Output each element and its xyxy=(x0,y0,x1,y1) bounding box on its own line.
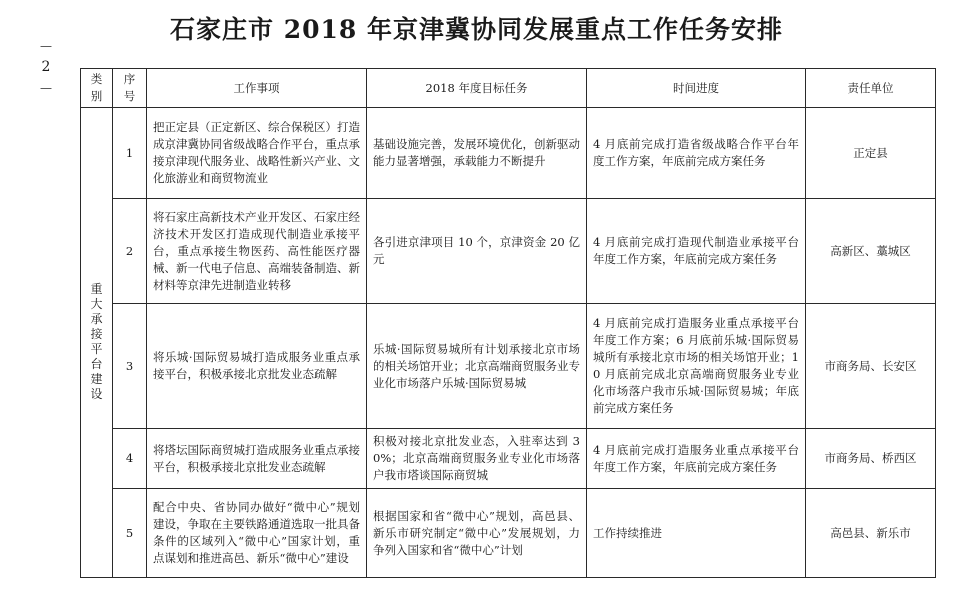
table-row xyxy=(81,304,936,429)
header-schedule: 时间进度 xyxy=(587,69,806,108)
header-target: 2018 年度目标任务 xyxy=(367,69,587,108)
schedule-cell: 4 月底前完成打造服务业重点承接平台年度工作方案；6 月底前乐城·国际贸易城所有承接北京市场的相关场馆开业；10 月底前完成北京高端商贸服务业专业化市场落户我市乐城·国际贸易城；年底前完成方案任务 xyxy=(587,304,806,429)
table-header-row xyxy=(81,69,936,108)
schedule-cell: 4 月底前完成打造省级战略合作平台年度工作方案，年底前完成方案任务 xyxy=(587,108,806,199)
table-row xyxy=(81,429,936,489)
category-cell xyxy=(81,108,113,578)
header-category: 类别 xyxy=(81,69,113,108)
work-cell: 将乐城·国际贸易城打造成服务业重点承接平台，积极承接北京批发业态疏解 xyxy=(147,304,367,429)
header-work: 工作事项 xyxy=(147,69,367,108)
target-cell: 乐城·国际贸易城所有计划承接北京市场的相关场馆开业；北京高端商贸服务业专业化市场落户乐城·国际贸易城 xyxy=(367,304,587,429)
category-label: 重大承接平台建设 xyxy=(90,282,103,401)
work-cell: 将塔坛国际商贸城打造成服务业重点承接平台，积极承接北京批发业态疏解 xyxy=(147,429,367,489)
table-row xyxy=(81,489,936,578)
seq-cell: 1 xyxy=(113,108,147,199)
seq-cell: 3 xyxy=(113,304,147,429)
seq-cell: 5 xyxy=(113,489,147,578)
target-cell: 各引进京津项目 10 个，京津资金 20 亿元 xyxy=(367,199,587,304)
unit-cell: 高邑县、新乐市 xyxy=(806,489,936,578)
target-cell: 基础设施完善，发展环境优化，创新驱动能力显著增强，承载能力不断提升 xyxy=(367,108,587,199)
page-number-value: 2 xyxy=(41,59,51,75)
unit-cell: 高新区、藁城区 xyxy=(806,199,936,304)
schedule-cell: 4 月底前完成打造现代制造业承接平台年度工作方案，年底前完成方案任务 xyxy=(587,199,806,304)
unit-cell: 市商务局、长安区 xyxy=(806,304,936,429)
seq-cell: 2 xyxy=(113,199,147,304)
task-table xyxy=(80,68,936,578)
page-number xyxy=(34,40,58,94)
page-title: 石家庄市 2018 年京津冀协同发展重点工作任务安排 xyxy=(170,15,783,44)
page-number-dash-top: — xyxy=(40,39,52,53)
table-row xyxy=(81,199,936,304)
work-cell: 配合中央、省协同办做好“微中心”规划建设，争取在主要铁路通道选取一批具备条件的区域列入“微中心”国家计划，重点谋划和推进高邑、新乐“微中心”建设 xyxy=(147,489,367,578)
unit-cell: 市商务局、桥西区 xyxy=(806,429,936,489)
page-number-dash-bottom: — xyxy=(40,81,52,95)
schedule-cell: 工作持续推进 xyxy=(587,489,806,578)
seq-cell: 4 xyxy=(113,429,147,489)
table-row xyxy=(81,108,936,199)
work-cell: 把正定县（正定新区、综合保税区）打造成京津冀协同省级战略合作平台，重点承接京津现代服务业、战略性新兴产业、文化旅游业和商贸物流业 xyxy=(147,108,367,199)
header-seq: 序号 xyxy=(113,69,147,108)
target-cell: 根据国家和省“微中心”规划，高邑县、新乐市研究制定“微中心”发展规划，力争列入国家和省“微中心”计划 xyxy=(367,489,587,578)
unit-cell: 正定县 xyxy=(806,108,936,199)
header-unit: 责任单位 xyxy=(806,69,936,108)
target-cell: 积极对接北京批发业态，入驻率达到 30%；北京高端商贸服务业专业化市场落户我市塔谈国际商贸城 xyxy=(367,429,587,489)
schedule-cell: 4 月底前完成打造服务业重点承接平台年度工作方案，年底前完成方案任务 xyxy=(587,429,806,489)
work-cell: 将石家庄高新技术产业开发区、石家庄经济技术开发区打造成现代制造业承接平台，重点承接生物医药、高性能医疗器械、新一代电子信息、高端装备制造、新材料等京津先进制造业转移 xyxy=(147,199,367,304)
